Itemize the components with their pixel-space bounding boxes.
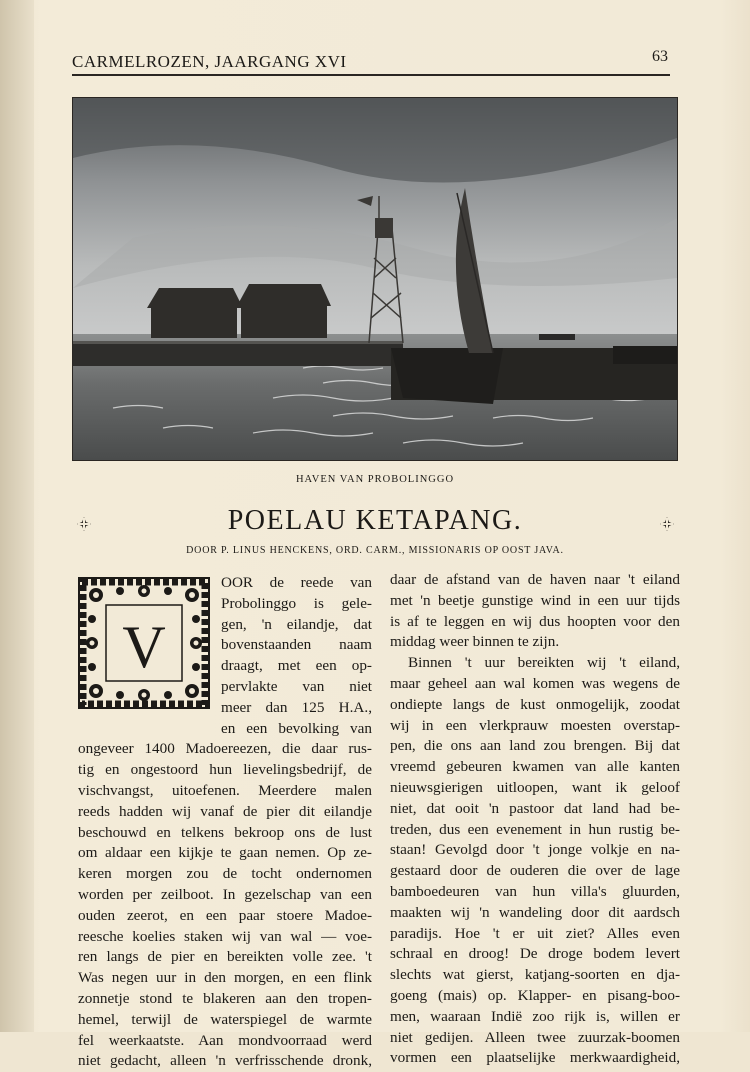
text-line: paradijs. Hoe 't er uit ziet? Alles even <box>390 924 680 942</box>
text-line: met 'n beetje gunstige wind in een uur tijds <box>390 591 680 609</box>
text-line: meer dan 125 H.A., <box>221 698 372 716</box>
article-column-left <box>78 573 372 1072</box>
text-line: zonnetje stond te blakeren aan den tropen- <box>78 989 372 1007</box>
text-line: schraal en droog! De droge bodem levert <box>390 945 680 963</box>
harbour-photo-illustration <box>73 98 677 460</box>
article-column-right <box>390 570 680 1069</box>
text-line: gestaard door de ouderen die over de lage <box>390 862 680 880</box>
text-line: reesche koelies staken wij van wal — voe- <box>78 927 372 945</box>
text-line: Probolinggo is gele- <box>221 594 372 612</box>
article-byline: DOOR P. LINUS HENCKENS, ORD. CARM., MISSIONARIS OP OOST JAVA. <box>186 545 564 556</box>
article-title: POELAU KETAPANG. <box>227 505 523 536</box>
text-line: en een bevolking van <box>221 719 372 737</box>
text-line: is af te leggen en wij dus hoopten voor den <box>390 612 680 630</box>
text-line: ren langs de pier en bereikten volle zee. 't <box>78 948 372 966</box>
text-line: Binnen 't uur bereikten wij 't eiland, <box>408 654 680 672</box>
running-head <box>72 50 670 76</box>
text-line: middag weer binnen te zijn. <box>390 633 560 651</box>
harbour-photo <box>72 97 678 461</box>
text-line: niet gedacht, alleen 'n verfrisschende dronk, <box>78 1052 372 1070</box>
text-line: slechts wat gierst, katjang-soorten en dja- <box>390 966 680 984</box>
text-line: staan! Gevolgd door 't jonge volkje en na- <box>390 841 680 859</box>
page-number: 63 <box>652 48 668 65</box>
text-line: draagt, met een op- <box>221 657 372 675</box>
text-line: maakten wij 'n wandeling door dit aardsch <box>390 903 680 921</box>
text-line: daar de afstand van de haven naar 't eiland <box>390 571 680 588</box>
text-line: bamboedeuren van hun villa's gluurden, <box>390 882 680 900</box>
text-line: om aldaar een kijkje te gaan nemen. Op ze- <box>78 844 372 862</box>
text-line: worden per zeilboot. In gezelschap van een <box>78 885 372 903</box>
text-line: keren morgen zou de tocht ondernomen <box>78 865 372 883</box>
text-line: treden, dus een evenement in hun rustig be- <box>390 820 680 838</box>
text-line: vreemd gebeuren kwamen van alle kanten <box>390 758 680 776</box>
running-title: CARMELROZEN, JAARGANG XVI <box>72 52 347 71</box>
text-line: men, waaraan Indië zoo rijk is, willen er <box>390 1007 680 1025</box>
text-line: fel weerkaatste. Aan mondvoorraad werd <box>78 1031 372 1049</box>
text-line: hemel, terwijl de waterspiegel de warmte <box>78 1010 372 1028</box>
text-line: pen, die ons aan land zou brengen. Bij dat <box>390 737 680 755</box>
text-line: OOR de reede van <box>221 574 372 591</box>
text-line: ondiepte langs de kust onmogelijk, zoodat <box>390 695 680 713</box>
text-line: vischvangst, uitoefenen. Meerdere malen <box>78 781 372 799</box>
text-line: ongeveer 1400 Madoereezen, die daar rus- <box>78 740 372 758</box>
text-line: reeds hadden wij vanaf de pier dit eilandje <box>78 802 372 820</box>
text-line: goeng (mais) op. Klapper- en pisang-boo- <box>390 986 680 1004</box>
text-line: wij in een vlerkprauw moesten overstap- <box>390 716 680 734</box>
text-line: nieuwsgierigen uitloopen, want ik geloof <box>390 778 680 796</box>
text-line: pervlakte van niet <box>221 677 372 695</box>
cross-ornament-right-icon <box>660 517 674 531</box>
text-line: bovenstaanden naam <box>221 636 372 654</box>
text-line: Was negen uur in den morgen, en een flink <box>78 969 372 987</box>
text-line: tig en ongestoord hun lievelingsbedrijf, de <box>78 761 372 779</box>
text-line: niet, dat ooit 'n pastoor dat land had be- <box>390 799 680 817</box>
text-line: vormen een plaatselijke merkwaardigheid, <box>390 1049 680 1067</box>
text-line: maar geheel aan wal komen was wegens de <box>390 674 680 692</box>
text-line: gen, 'n eilandje, dat <box>221 615 372 633</box>
text-line: niet gedijen. Alleen twee zuurzak-boomen <box>390 1028 680 1046</box>
text-line: ouden zeerot, en een paar stoere Madoe- <box>78 906 372 924</box>
photo-caption: HAVEN VAN PROBOLINGGO <box>295 474 455 485</box>
text-line: beschouwd en telkens bekroop ons de lust <box>78 823 372 841</box>
drop-cap-letter: V <box>122 614 166 680</box>
